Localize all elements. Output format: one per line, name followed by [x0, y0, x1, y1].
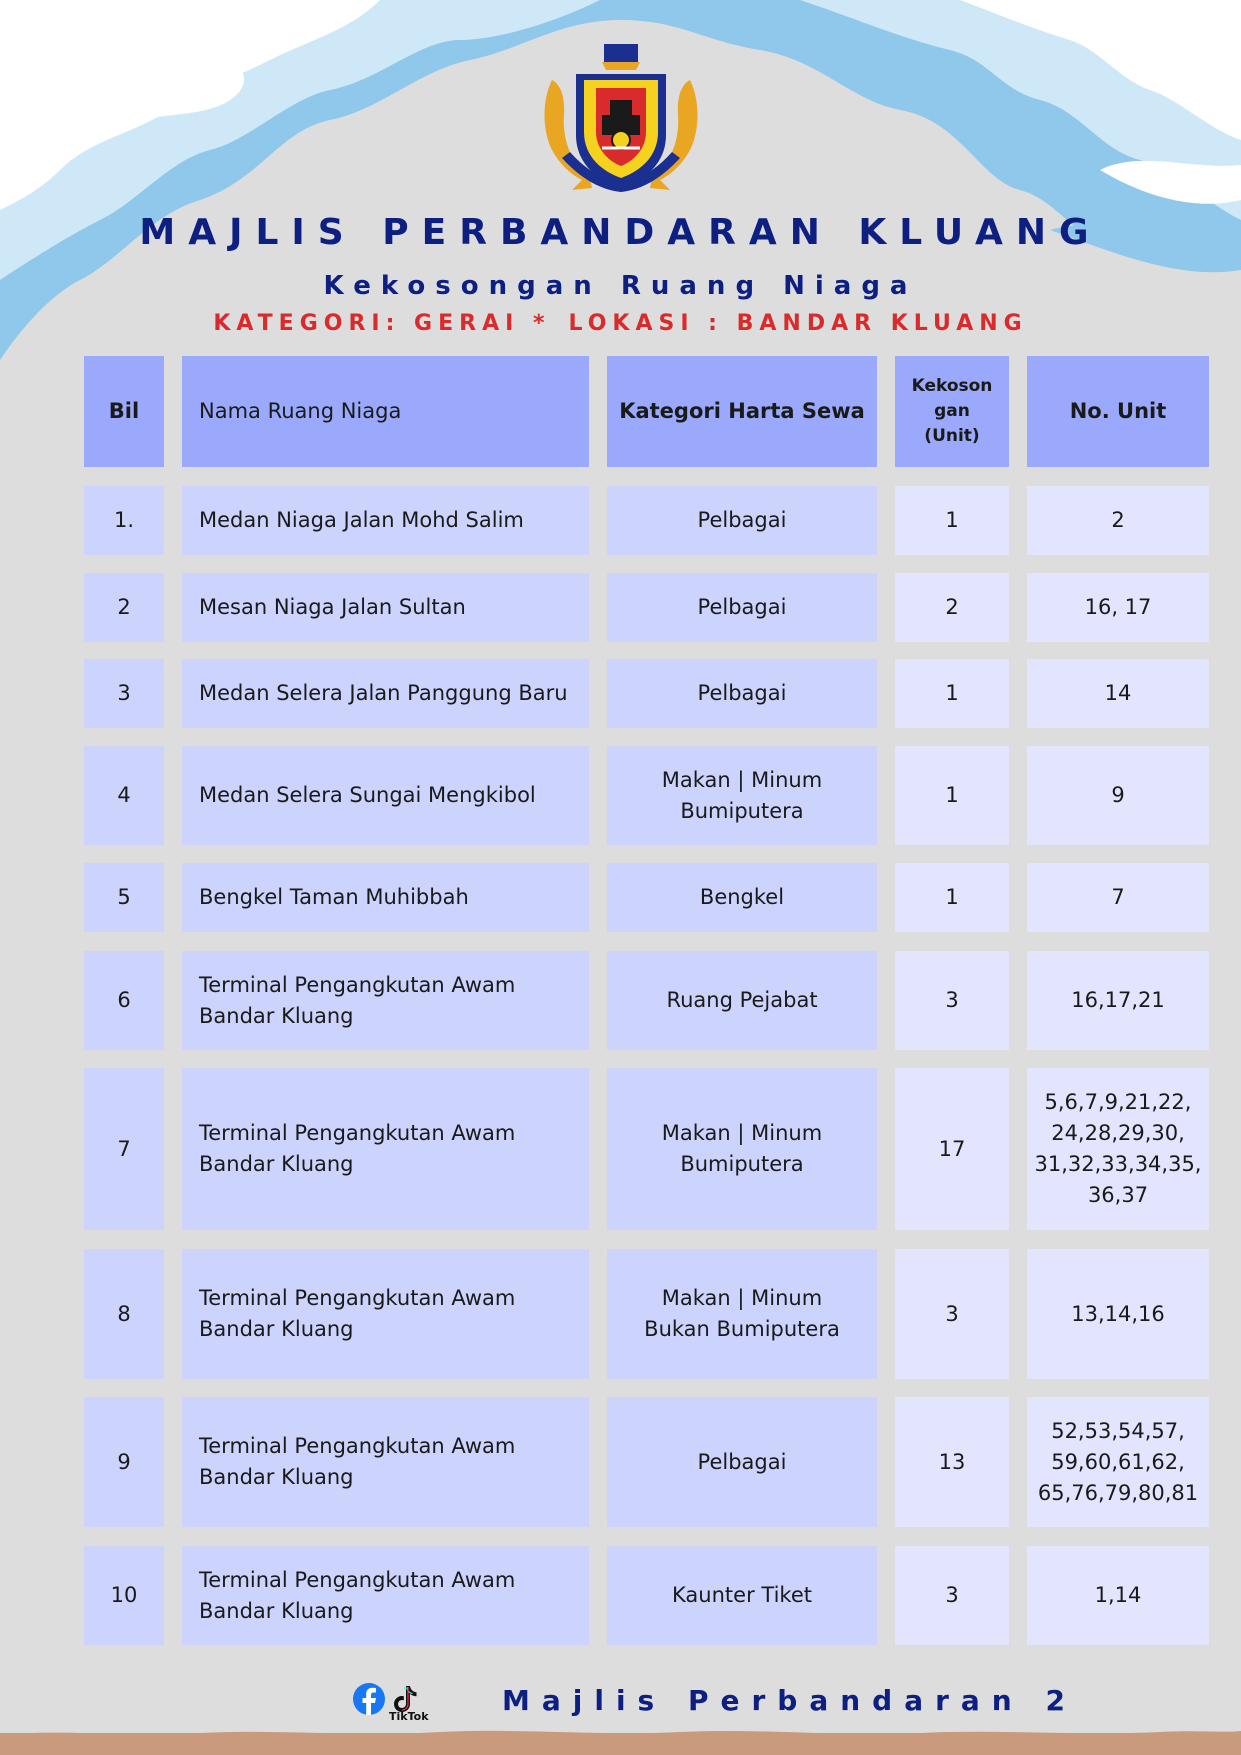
row-8-kategori	[607, 1249, 877, 1379]
row-10-no-unit	[1027, 1546, 1209, 1645]
header-kekosongan	[895, 356, 1009, 467]
row-8-nama-line: Terminal Pengangkutan Awam	[199, 1286, 516, 1310]
header-kekosongan-line: (Unit)	[924, 426, 980, 446]
row-6-nama-line: Terminal Pengangkutan Awam	[199, 972, 516, 997]
location-label: LOKASI : BANDAR KLUANG	[568, 311, 1028, 336]
header-no-unit-text: No. Unit	[1069, 399, 1167, 423]
row-4-kategori-line: Makan | Minum	[661, 767, 823, 792]
row-10-nama-line: Terminal Pengangkutan Awam	[199, 1567, 516, 1592]
header-nama	[182, 356, 589, 467]
row-8-bil-text: 8	[117, 1301, 131, 1326]
row-3-no-unit-line: 14	[1104, 681, 1132, 705]
row-8-kategori-line: Makan | Minum	[661, 1286, 823, 1310]
row-5-kekosongan	[895, 863, 1009, 932]
row-8-no-unit-line: 13,14,16	[1071, 1301, 1165, 1326]
row-7-no-unit-line: 36,37	[1087, 1183, 1149, 1207]
page-subtitle: Kekosongan Ruang Niaga	[323, 271, 918, 301]
row-5-kekosongan-text: 1	[945, 885, 959, 909]
row-5-no-unit-text	[1111, 882, 1124, 913]
tiktok-label: TikTok	[389, 1710, 429, 1723]
row-7-kategori-line: Bumiputera	[680, 1152, 804, 1176]
header-kekosongan-line: Kekoson	[911, 376, 993, 396]
row-6-nama-text	[199, 970, 515, 1032]
row-4-kategori-line: Bumiputera	[680, 798, 804, 823]
row-9-nama-line: Terminal Pengangkutan Awam	[199, 1434, 516, 1458]
row-9-kategori-text	[698, 1447, 787, 1478]
crest-emblem-icon	[532, 40, 710, 195]
row-1-nama-line: Medan Niaga Jalan Mohd Salim	[199, 508, 524, 532]
row-9-nama-text	[199, 1431, 515, 1493]
row-5-no-unit-line: 7	[1111, 885, 1125, 909]
row-8-nama-text	[199, 1283, 515, 1345]
row-8-nama	[182, 1249, 589, 1379]
row-4-nama-text	[199, 780, 536, 811]
header-bil-text: Bil	[108, 399, 140, 423]
page-title: MAJLIS PERBANDARAN KLUANG	[139, 212, 1102, 253]
row-10-no-unit-line: 1,14	[1094, 1583, 1142, 1607]
row-1-kekosongan-text: 1	[945, 508, 959, 532]
row-3-bil	[84, 659, 164, 728]
row-2-kategori-text	[698, 592, 787, 623]
row-2-no-unit-text	[1085, 592, 1152, 623]
row-2-no-unit	[1027, 573, 1209, 642]
row-6-kategori	[607, 951, 877, 1050]
row-2-kekosongan	[895, 573, 1009, 642]
row-6-nama-line: Bandar Kluang	[199, 1003, 354, 1028]
row-2-nama	[182, 573, 589, 642]
row-2-kekosongan-text: 2	[945, 595, 959, 619]
row-9-kategori-line: Pelbagai	[697, 1449, 787, 1474]
row-10-kekosongan-text: 3	[945, 1583, 959, 1607]
row-4-kategori	[607, 746, 877, 845]
row-10-bil	[84, 1546, 164, 1645]
row-7-kekosongan-text: 17	[938, 1136, 966, 1161]
row-4-nama	[182, 746, 589, 845]
row-7-no-unit-text	[1035, 1087, 1202, 1211]
row-6-kategori-line: Ruang Pejabat	[666, 988, 818, 1012]
tiktok-icon[interactable]	[394, 1686, 417, 1712]
row-8-kekosongan-text: 3	[945, 1301, 959, 1326]
row-7-no-unit	[1027, 1068, 1209, 1230]
header-kekosongan-line: gan	[934, 401, 970, 421]
row-5-nama	[182, 863, 589, 932]
row-1-no-unit-text	[1111, 505, 1124, 536]
row-1-bil-text: 1.	[113, 508, 135, 532]
row-2-no-unit-line: 16, 17	[1084, 595, 1152, 619]
row-4-no-unit	[1027, 746, 1209, 845]
header-no-unit	[1027, 356, 1209, 467]
row-1-bil	[84, 486, 164, 555]
row-10-no-unit-text	[1095, 1580, 1142, 1611]
header-kategori-text: Kategori Harta Sewa	[619, 399, 865, 423]
row-7-no-unit-line: 5,6,7,9,21,22,	[1044, 1090, 1192, 1114]
header-kekosongan-text	[912, 374, 993, 449]
category-label: KATEGORI: GERAI *	[213, 311, 551, 336]
row-6-no-unit-line: 16,17,21	[1071, 988, 1165, 1012]
row-4-no-unit-text	[1111, 780, 1124, 811]
row-9-bil	[84, 1397, 164, 1527]
row-9-no-unit-line: 52,53,54,57,	[1051, 1418, 1185, 1443]
row-7-no-unit-line: 24,28,29,30,	[1051, 1121, 1185, 1145]
row-1-no-unit	[1027, 486, 1209, 555]
header-kategori	[607, 356, 877, 467]
row-5-bil-text: 5	[117, 885, 131, 909]
row-10-nama	[182, 1546, 589, 1645]
row-8-no-unit-text	[1071, 1299, 1165, 1330]
row-9-nama	[182, 1397, 589, 1527]
row-1-nama-text	[199, 505, 524, 536]
row-10-kategori	[607, 1546, 877, 1645]
row-2-nama-line: Mesan Niaga Jalan Sultan	[199, 595, 466, 619]
row-6-no-unit-text	[1071, 985, 1165, 1016]
row-9-kekosongan	[895, 1397, 1009, 1527]
row-3-kekosongan	[895, 659, 1009, 728]
row-3-kekosongan-text: 1	[945, 681, 959, 705]
row-4-bil-text: 4	[117, 783, 131, 807]
row-3-kategori-text	[698, 678, 787, 709]
row-7-nama	[182, 1068, 589, 1230]
row-8-kekosongan	[895, 1249, 1009, 1379]
category-line	[0, 311, 1241, 336]
row-5-bil	[84, 863, 164, 932]
row-9-no-unit-line: 65,76,79,80,81	[1037, 1480, 1199, 1505]
row-4-nama-line: Medan Selera Sungai Mengkibol	[199, 783, 536, 807]
row-2-kategori-line: Pelbagai	[697, 595, 787, 619]
row-6-nama	[182, 951, 589, 1050]
row-9-no-unit	[1027, 1397, 1209, 1527]
row-2-bil-text: 2	[117, 595, 131, 619]
row-6-bil-text: 6	[117, 988, 131, 1012]
row-9-kekosongan-text: 13	[938, 1449, 966, 1474]
row-9-nama-line: Bandar Kluang	[199, 1465, 354, 1489]
footer-text: Majlis Perbandaran 2	[502, 1684, 1077, 1717]
row-10-kategori-line: Kaunter Tiket	[672, 1583, 812, 1607]
row-1-kategori-text	[698, 505, 787, 536]
row-10-bil-text: 10	[110, 1583, 138, 1607]
row-3-kategori	[607, 659, 877, 728]
row-1-kekosongan	[895, 486, 1009, 555]
row-6-kekosongan	[895, 951, 1009, 1050]
header-bil	[84, 356, 164, 467]
row-8-kategori-text	[644, 1283, 840, 1345]
row-8-no-unit	[1027, 1249, 1209, 1379]
row-1-kategori-line: Pelbagai	[697, 508, 787, 532]
row-7-bil	[84, 1068, 164, 1230]
row-2-kategori	[607, 573, 877, 642]
row-6-kategori-text	[666, 985, 817, 1016]
row-4-no-unit-line: 9	[1111, 783, 1125, 807]
row-4-kekosongan-text: 1	[945, 783, 959, 807]
row-7-nama-line: Bandar Kluang	[199, 1152, 354, 1176]
row-3-nama-text	[199, 678, 568, 709]
row-7-no-unit-line: 31,32,33,34,35,	[1034, 1152, 1202, 1176]
row-1-kategori	[607, 486, 877, 555]
row-7-kategori-text	[662, 1118, 822, 1180]
row-3-nama	[182, 659, 589, 728]
row-3-nama-line: Medan Selera Jalan Panggung Baru	[199, 681, 568, 705]
row-7-bil-text: 7	[117, 1136, 131, 1161]
header-nama-text: Nama Ruang Niaga	[199, 399, 402, 423]
row-8-kategori-line: Bukan Bumiputera	[644, 1317, 840, 1341]
row-6-no-unit	[1027, 951, 1209, 1050]
row-7-kekosongan	[895, 1068, 1009, 1230]
row-4-kategori-text	[662, 765, 822, 827]
row-3-bil-text: 3	[117, 681, 131, 705]
row-4-bil	[84, 746, 164, 845]
row-2-bil	[84, 573, 164, 642]
row-5-kategori	[607, 863, 877, 932]
row-5-nama-line: Bengkel Taman Muhibbah	[199, 885, 469, 909]
row-5-kategori-text	[700, 882, 784, 913]
row-5-kategori-line: Bengkel	[699, 885, 785, 909]
facebook-icon[interactable]	[353, 1683, 385, 1715]
bottom-strip	[0, 1733, 1241, 1755]
row-1-no-unit-line: 2	[1111, 508, 1125, 532]
row-2-nama-text	[199, 592, 466, 623]
row-5-no-unit	[1027, 863, 1209, 932]
row-3-no-unit	[1027, 659, 1209, 728]
row-8-nama-line: Bandar Kluang	[199, 1317, 354, 1341]
row-9-no-unit-text	[1038, 1416, 1198, 1509]
row-3-no-unit-text	[1105, 678, 1132, 709]
row-8-bil	[84, 1249, 164, 1379]
row-10-kategori-text	[672, 1580, 812, 1611]
row-7-nama-line: Terminal Pengangkutan Awam	[199, 1121, 516, 1145]
row-6-kekosongan-text: 3	[945, 988, 959, 1012]
row-6-bil	[84, 951, 164, 1050]
row-9-kategori	[607, 1397, 877, 1527]
row-10-nama-line: Bandar Kluang	[199, 1598, 354, 1623]
row-7-kategori	[607, 1068, 877, 1230]
row-4-kekosongan	[895, 746, 1009, 845]
row-10-nama-text	[199, 1565, 515, 1627]
row-9-bil-text: 9	[117, 1449, 131, 1474]
row-1-nama	[182, 486, 589, 555]
row-10-kekosongan	[895, 1546, 1009, 1645]
row-5-nama-text	[199, 882, 469, 913]
row-3-kategori-line: Pelbagai	[697, 681, 787, 705]
row-9-no-unit-line: 59,60,61,62,	[1051, 1449, 1185, 1474]
row-7-nama-text	[199, 1118, 515, 1180]
row-7-kategori-line: Makan | Minum	[661, 1121, 823, 1145]
